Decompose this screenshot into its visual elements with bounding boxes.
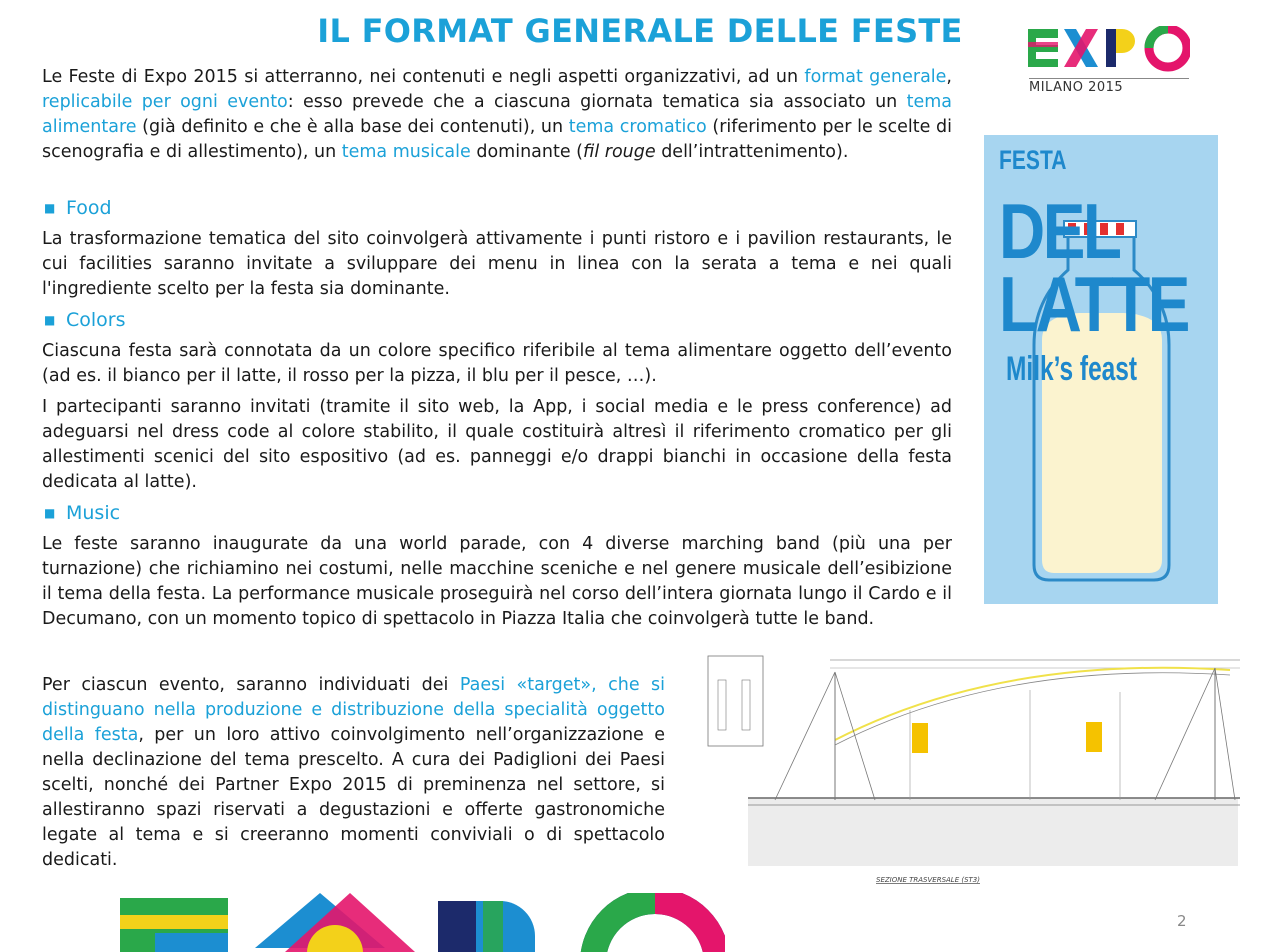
music-paragraph: Le feste saranno inaugurate da una world parade, con 4 diverse marching band (più una per turnazione) che richiamino nei costumi, nelle macchine sceniche e nel genere musicale dell’esibizione il tema della festa. La performance musicale proseguirà nel corso dell’intera giornata lungo il Cardo e il Decumano, con un momento topico di spettacolo in Piazza Italia che coinvolgerà tutte le band. (42, 534, 952, 629)
bullet-icon: ■ (44, 201, 56, 215)
bullet-icon: ■ (44, 506, 56, 520)
intro-text-3: : esso prevede che a ciascuna giornata tematica sia associato un (287, 92, 907, 112)
intro-highlight-format: format generale (804, 67, 947, 87)
expo-logo-caption: MILANO 2015 (1029, 78, 1189, 95)
food-paragraph: La trasformazione tematica del sito coinvolgerà attivamente i punti ristoro e i pavilion restaurants, le cui facilities saranno invitate a sviluppare dei menu in linea con la serata a tema e nei quali l'ingrediente scelto per la festa sia dominante. (42, 229, 952, 299)
food-heading-label: Food (66, 197, 112, 219)
poster-festa-text: FESTA (999, 145, 1067, 175)
intro-text-6: dominante ( (470, 142, 584, 162)
intro-text-4: (già definito e che è alla base dei contenuti), un (136, 117, 569, 137)
intro-text-1: Le Feste di Expo 2015 si atterranno, nei contenuti e negli aspetti organizzativi, ad un (42, 67, 805, 87)
section-heading-music (44, 501, 120, 526)
poster-del-text: DEL (999, 187, 1120, 275)
target-highlight: Paesi «target», che si distinguano nella produzione e distribuzione della specialità oggetto della festa (42, 675, 665, 745)
intro-highlight-tema-musicale: tema musicale (341, 142, 471, 162)
colors-paragraph-2: I partecipanti saranno invitati (tramite il sito web, la App, i social media e le press conference) ad adeguarsi nel dress code al colore stabilito, il quale costituirà altresì il riferimento cromatico per gli allestimenti scenici del sito espositivo (ad es. panneggi e/o drappi bianchi in occasione della festa dedicata al latte). (42, 397, 952, 492)
music-heading-label: Music (66, 502, 121, 524)
section-heading-colors (44, 308, 126, 333)
bullet-icon: ■ (44, 313, 56, 327)
poster-latte-text: LATTE (999, 260, 1189, 348)
intro-paragraph (42, 65, 952, 165)
intro-text-5: (riferimento per le scelte di scenografia e di allestimento), un (42, 117, 952, 162)
target-countries-paragraph (42, 673, 665, 873)
colors-heading-label: Colors (66, 309, 126, 331)
intro-highlight-tema-cromatico: tema cromatico (568, 117, 707, 137)
cross-section-drawing (700, 650, 1260, 890)
festa-del-latte-poster (984, 135, 1218, 604)
intro-italic-fil-rouge: fil rouge (583, 142, 656, 162)
poster-milk-feast-text: Milk’s feast (1006, 350, 1138, 388)
colors-paragraph-1: Ciascuna festa sarà connotata da un colore specifico riferibile al tema alimentare oggetto dell’evento (ad es. il bianco per il latte, il rosso per la pizza, il blu per il pesce, …). (42, 341, 952, 386)
page-number: 2 (1177, 912, 1187, 930)
drawing-caption: SEZIONE TRASVERSALE (ST3) (876, 876, 980, 884)
intro-highlight-replicabile: replicabile per ogni evento (42, 92, 288, 112)
intro-text-2: , (946, 67, 952, 87)
intro-highlight-tema-alimentare: tema alimentare (42, 92, 952, 137)
target-text-2: , per un loro attivo coinvolgimento nell’organizzazione e nella declinazione del tema prescelto. A cura dei Padiglioni dei Paesi scelti, nonché dei Partner Expo 2015 di preminenza nel settore, si allestiranno spazi riservati a degustazioni e offerte gastronomiche legate al tema e si creeranno momenti conviviali o di spettacolo dedicati. (42, 725, 665, 870)
page-title: IL FORMAT GENERALE DELLE FESTE (317, 12, 963, 50)
intro-text-7: dell’intrattenimento). (655, 142, 849, 162)
target-text-1: Per ciascun evento, saranno individuati dei (42, 675, 460, 695)
section-heading-food (44, 196, 112, 221)
expo-large-logo (115, 893, 725, 952)
